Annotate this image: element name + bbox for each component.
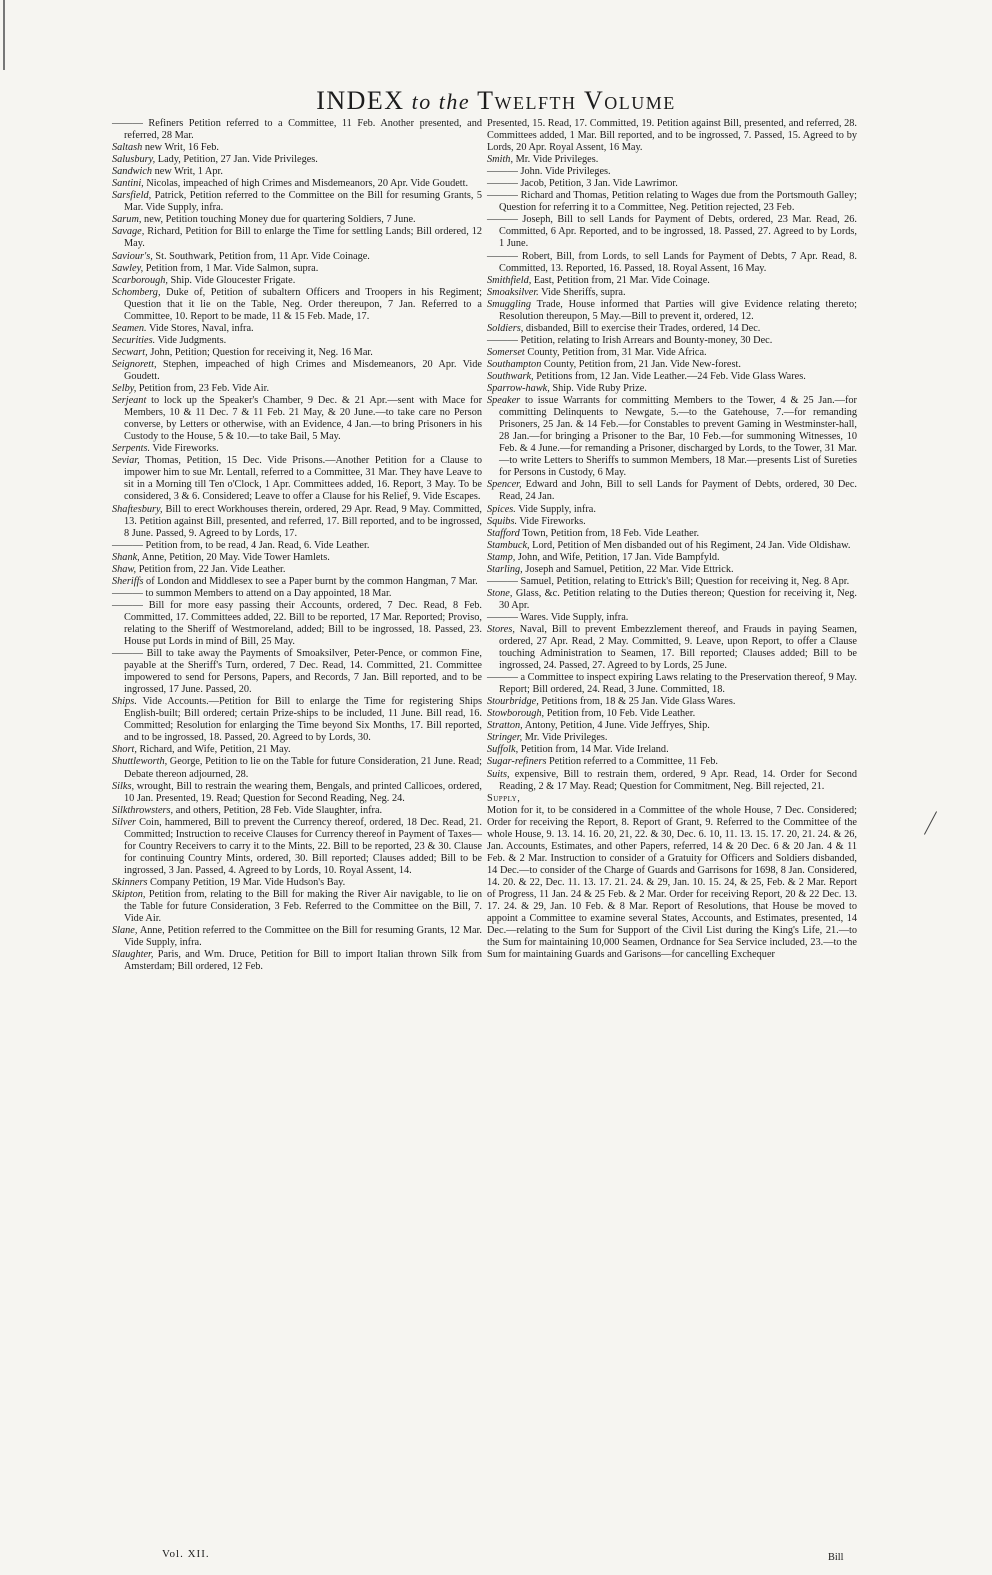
entry-headword: Salusbury,	[112, 154, 156, 166]
entry-headword: Sparrow-hawk,	[487, 383, 550, 395]
index-entry	[487, 154, 857, 166]
index-entry	[487, 371, 857, 383]
entry-text: St. Southwark, Petition from, 11 Apr. Vide Coinage.	[152, 250, 370, 262]
index-entry	[112, 263, 482, 275]
index-entry	[112, 275, 482, 287]
entry-text: East, Petition from, 21 Mar. Vide Coinage.	[531, 274, 710, 286]
index-entry	[112, 564, 482, 576]
index-entry	[112, 359, 482, 383]
index-entry	[112, 817, 482, 877]
entry-text: Mr. Vide Privileges.	[522, 732, 608, 744]
index-entry	[487, 166, 857, 178]
index-entry	[487, 347, 857, 359]
entry-text: new Writ, 16 Feb.	[142, 142, 219, 154]
entry-headword: Suits,	[487, 768, 510, 780]
index-entry	[112, 877, 482, 889]
entry-headword: Slane,	[112, 925, 138, 937]
index-entry	[112, 552, 482, 564]
entry-text: ——— Wares. Vide Supply, infra.	[487, 611, 629, 623]
entry-headword: Speaker	[487, 395, 521, 407]
entry-text: Ship. Vide Gloucester Frigate.	[167, 274, 296, 286]
index-entry	[487, 732, 857, 744]
entry-text: County, Petition from, 31 Mar. Vide Africa.	[524, 346, 707, 358]
entry-text: and others, Petition, 28 Feb. Vide Slaughter, infra.	[173, 804, 383, 816]
index-entry	[487, 214, 857, 250]
index-entry	[487, 178, 857, 190]
entry-headword: Stores,	[487, 623, 515, 635]
entry-headword: Seamen.	[112, 322, 147, 334]
entry-text: Petitions from, 18 & 25 Jan. Vide Glass Wares.	[538, 696, 736, 708]
entry-headword: Schomberg,	[112, 286, 161, 298]
title-prefix: INDEX	[316, 86, 405, 115]
index-entry	[112, 455, 482, 503]
entry-text: Petition referred to a Committee, 11 Feb.	[546, 756, 718, 768]
entry-text: Vide Fireworks.	[150, 443, 219, 455]
index-entry	[487, 323, 857, 335]
entry-text: ——— a Committee to inspect expiring Laws relating to the Preservation thereof, 9 May. Report; Bill ordered, 24. Read, 3 June. Committed, 18.	[487, 672, 857, 696]
entry-text: ——— to summon Members to attend on a Day appointed, 18 Mar.	[112, 587, 392, 599]
entry-text: John, and Wife, Petition, 17 Jan. Vide Bampfyld.	[515, 551, 720, 563]
entry-headword: Ships.	[112, 696, 137, 708]
entry-text: George, Petition to lie on the Table for future Consideration, 21 June. Read; Debate thereon adjourned, 28.	[124, 756, 482, 780]
entry-text: wrought, Bill to restrain the wearing them, Bengals, and printed Callicoes, ordered, 10 Jan. Presented, 19. Read; Question for Second Reading, Neg. 24.	[124, 780, 482, 804]
entry-text: Coin, hammered, Bill to prevent the Currency thereof, ordered, 18 Dec. Read, 21. Committed; Instruction to receive Clauses for Currency thereof in Payment of Taxes—for Country Receivers to carry it to the Mints, 22. Bill to be reported, 23 & 30. Clause for continuing Country Mints, ordered, 30. Bill reported; Clauses added; Bill to be ingrossed, 3 Jan. Passed, 4. Agreed to by Lords, 10. Royal Assent, 14.	[124, 816, 482, 876]
entry-headword: Serjeant	[112, 395, 147, 407]
title-suffix: Twelfth Volume	[477, 86, 676, 115]
index-entry	[112, 287, 482, 323]
index-entry	[487, 540, 857, 552]
index-entry	[112, 383, 482, 395]
entry-headword: Stratton,	[487, 720, 523, 732]
entry-text: ——— Petition from, to be read, 4 Jan. Read, 6. Vide Leather.	[112, 539, 370, 551]
entry-text: Stephen, impeached of high Crimes and Misdemeanors, 20 Apr. Vide Goudett.	[124, 358, 482, 382]
entry-text: Bill to erect Workhouses therein, ordered, 29 Apr. Read, 9 May. Committed, 13. Petition against Bill, presented, and referred, 17. Bill reported, and to be ingrossed, 8 June. Passed, 9. Agreed to by Lords, 17.	[124, 503, 482, 539]
entry-headword: Shaw,	[112, 563, 137, 575]
entry-headword: Skipton,	[112, 889, 146, 900]
entry-text: Petition from, 10 Feb. Vide Leather.	[544, 708, 696, 720]
title-middle: to the	[411, 89, 471, 114]
entry-text: Anne, Petition referred to the Committee on the Bill for resuming Grants, 12 Mar. Vide Supply, infra.	[124, 925, 482, 949]
entry-text: new, Petition touching Money due for quartering Soldiers, 7 June.	[141, 214, 416, 226]
index-entry	[112, 696, 482, 744]
entry-headword: Suffolk,	[487, 744, 519, 756]
entry-headword: Smith,	[487, 154, 514, 166]
entry-headword: Silks,	[112, 780, 135, 792]
margin-pencil-mark	[924, 811, 937, 834]
index-entry	[112, 576, 482, 588]
index-entry	[487, 118, 857, 154]
entry-text: Vide Fireworks.	[517, 515, 586, 527]
index-column-left	[112, 118, 482, 973]
entry-headword: Starling,	[487, 563, 523, 575]
entry-headword: Saviour's,	[112, 250, 153, 262]
index-entry	[487, 576, 857, 588]
index-entry	[112, 118, 482, 142]
entry-text: ——— Petition, relating to Irish Arrears and Bounty-money, 30 Dec.	[487, 334, 773, 346]
entry-text: Mr. Vide Privileges.	[513, 154, 599, 166]
index-entry	[487, 744, 857, 756]
index-entry	[112, 166, 482, 178]
entry-headword: Sawley,	[112, 262, 144, 274]
index-entry	[487, 564, 857, 576]
index-entry	[112, 781, 482, 805]
entry-headword: Serpents.	[112, 443, 151, 455]
index-entry	[112, 805, 482, 817]
entry-headword: Short,	[112, 744, 137, 756]
entry-text: expensive, Bill to restrain them, ordered, 9 Apr. Read, 14. Order for Second Reading, 2 & 17 May. Read; Question for Commitment, Neg. Bill rejected, 21.	[499, 768, 857, 792]
entry-headword: Savage,	[112, 226, 145, 238]
index-entry	[487, 479, 857, 503]
index-column-right	[487, 118, 857, 961]
entry-text: Patrick, Petition referred to the Committee on the Bill for resuming Grants, 5 Mar. Vide Supply, infra.	[124, 190, 482, 214]
entry-headword: Soldiers,	[487, 322, 524, 334]
entry-text: Petition from, 14 Mar. Vide Ireland.	[518, 744, 669, 756]
index-entry	[487, 504, 857, 516]
index-entry	[487, 708, 857, 720]
page-title	[0, 86, 992, 116]
index-entry	[487, 528, 857, 540]
entry-text: ——— John. Vide Privileges.	[487, 166, 611, 178]
entry-headword: Southampton	[487, 358, 542, 370]
index-entry	[112, 648, 482, 696]
entry-headword: Somerset	[487, 346, 525, 358]
entry-text: Antony, Petition, 4 June. Vide Jeffryes, Ship.	[522, 720, 710, 732]
index-entry	[112, 251, 482, 263]
index-entry	[487, 756, 857, 768]
entry-text: Vide Accounts.—Petition for Bill to enlarge the Time for registering Ships English-built; Bill ordered; certain Prize-ships to be included, 11 June. Bill read, 16. Committed; Resolution for enlarging the Time beyond Six Months, 17. Bill reported, and to be ingrossed, 18. Passed, 20. Agreed to by Lords, 30.	[124, 696, 482, 744]
index-entry	[112, 756, 482, 780]
entry-headword: Secwart,	[112, 346, 148, 358]
index-entry	[112, 540, 482, 552]
entry-headword: Securities.	[112, 334, 156, 346]
entry-text: Nicolas, impeached of high Crimes and Misdemeanors, 20 Apr. Vide Goudett.	[143, 178, 469, 190]
index-entry	[112, 588, 482, 600]
index-entry	[112, 925, 482, 949]
index-entry	[487, 696, 857, 708]
entry-text: ——— Robert, Bill, from Lords, to sell Lands for Payment of Debts, 7 Apr. Read, 8. Committed, 13. Reported, 16. Passed, 18. Royal Assent, 16 May.	[487, 250, 857, 274]
index-entry	[487, 335, 857, 347]
entry-text: Naval, Bill to prevent Embezzlement thereof, and Frauds in paying Seamen, ordered, 27 Apr. Read, 2 May. Committed, 9. Leave, upon Report, to offer a Clause touching Administration to Seamen, 17. Bill reported; Clauses added; Bill to be ingrossed, 24. Passed, 27. Agreed to by Lords, 25 June.	[499, 623, 857, 672]
index-entry	[112, 347, 482, 359]
entry-text: Edward and John, Bill to sell Lands for Payment of Debts, ordered, 30 Dec. Read, 24 Jan.	[499, 479, 857, 503]
entry-text: Vide Sheriffs, supra.	[538, 286, 626, 298]
entry-headword: Silver	[112, 816, 137, 828]
entry-headword: Silkthrowsters,	[112, 804, 174, 816]
index-entry	[112, 226, 482, 250]
entry-headword: Skinners	[112, 876, 148, 888]
entry-text: Petition from, relating to the Bill for making the River Air navigable, to lie on the Table for future Consideration, 3 Feb. Referred to the Committee on the Bill, 7. Vide Air.	[124, 889, 482, 925]
entry-headword: Shuttleworth,	[112, 756, 168, 768]
index-entry	[112, 178, 482, 190]
entry-text: John, Petition; Question for receiving it, Neg. 16 Mar.	[147, 346, 373, 358]
index-entry	[112, 154, 482, 166]
index-entry	[112, 395, 482, 443]
index-entry	[112, 142, 482, 154]
entry-text: County, Petition from, 21 Jan. Vide New-forest.	[541, 358, 741, 370]
entry-headword: Smuggling	[487, 298, 532, 310]
entry-text: Richard, Petition for Bill to enlarge the Time for settling Lands; Bill ordered, 12 May.	[124, 226, 482, 250]
index-entry	[112, 443, 482, 455]
entry-headword: Stafford	[487, 527, 520, 539]
index-entry	[112, 214, 482, 226]
entry-text: to issue Warrants for committing Members to the Tower, 4 & 25 Jan.—for committing Delinquents to Newgate, 5.—to the Gatehouse, 7.—for remanding Prisoners, 25 Jan. & 14 Feb.—for Constables to prevent Gaming in Westminster-hall, 28 Jan.—for bringing a Prisoner to the Bar, 10 Feb.—for summoning Witnesses, 10 Feb. & 4 June.—for remanding a Prisoner, discharged by Lords, to the Tower, 31 Mar.—to write Letters to Sheriffs to summon Members, 18 Mar.—presents List of Sureties for Persons in Custody, 6 May.	[499, 395, 857, 479]
entry-text: Anne, Petition, 20 May. Vide Tower Hamlets.	[139, 551, 330, 563]
index-entry	[487, 190, 857, 214]
index-entry	[487, 287, 857, 299]
entry-text: ——— Joseph, Bill to sell Lands for Payment of Debts, ordered, 23 Mar. Read, 26. Committed, 6 Apr. Reported, and to be ingrossed, 18. Passed, 27. Agreed to by Lords, 1 June.	[487, 214, 857, 250]
entry-text: Lady, Petition, 27 Jan. Vide Privileges.	[155, 154, 318, 166]
entry-text: ——— Jacob, Petition, 3 Jan. Vide Lawrimor.	[487, 178, 678, 190]
entry-text: Thomas, Petition, 15 Dec. Vide Prisons.—Another Petition for a Clause to impower him to sue Mr. Lentall, referred to a Committee, 31 Mar. They have Leave to sit in a Morning till Ten o'Clock, 1 Apr. Committees added, 16. Report, 3 May. To be considered, 3 & 6. Considered; Leave to offer a Clause for his Relief, 9. Vide Escapes.	[124, 455, 482, 503]
index-entry	[487, 383, 857, 395]
index-entry	[112, 744, 482, 756]
index-entry	[487, 395, 857, 479]
entry-headword: Stambuck,	[487, 539, 530, 551]
entry-headword: Stone,	[487, 587, 513, 599]
index-entry	[487, 624, 857, 672]
entry-headword: Smithfield,	[487, 274, 532, 286]
entry-headword: Stamp,	[487, 551, 516, 563]
index-entry	[112, 504, 482, 540]
entry-text: Paris, and Wm. Druce, Petition for Bill to import Italian thrown Silk from Amsterdam; Bill ordered, 12 Feb.	[124, 949, 482, 973]
index-entry	[487, 251, 857, 275]
index-entry	[487, 299, 857, 323]
entry-text: disbanded, Bill to exercise their Trades, ordered, 14 Dec.	[523, 322, 761, 334]
entry-text: Richard, and Wife, Petition, 21 May.	[136, 744, 291, 756]
entry-text: Presented, 15. Read, 17. Committed, 19. Petition against Bill, presented, and referred, 28. Committees added, 1 Mar. Bill reported, and to be ingrossed, 7. Passed, 15. Agreed to by Lords, 20 Apr. Royal Assent, 16 May.	[487, 118, 857, 154]
entry-text: Supply,	[487, 792, 521, 804]
entry-headword: Shaftesbury,	[112, 503, 163, 515]
index-entry	[487, 552, 857, 564]
entry-text: Town, Petition from, 18 Feb. Vide Leather.	[519, 527, 700, 539]
entry-text: Petition from, 22 Jan. Vide Leather.	[136, 563, 286, 575]
entry-headword: Stowborough,	[487, 708, 545, 720]
entry-text: ——— Refiners Petition referred to a Committee, 11 Feb. Another presented, and referred, 28 Mar.	[112, 118, 482, 142]
entry-headword: Sheriffs	[112, 575, 144, 587]
entry-headword: Santini,	[112, 178, 144, 190]
entry-headword: Shank,	[112, 551, 140, 563]
entry-text: Lord, Petition of Men disbanded out of his Regiment, 24 Jan. Vide Oldishaw.	[529, 539, 851, 551]
entry-headword: Southwark,	[487, 370, 534, 382]
entry-text: Petitions from, 12 Jan. Vide Leather.—24 Feb. Vide Glass Wares.	[533, 370, 806, 382]
catchword: Bill	[828, 1552, 844, 1563]
index-entry	[487, 359, 857, 371]
entry-headword: Seviar,	[112, 455, 140, 467]
index-entry	[487, 516, 857, 528]
entry-text: Petition from, 23 Feb. Vide Air.	[136, 383, 270, 395]
entry-headword: Sarum,	[112, 214, 142, 226]
entry-headword: Sarsfield,	[112, 190, 152, 202]
entry-headword: Selby,	[112, 383, 137, 395]
entry-text: ——— Richard and Thomas, Petition relating to Wages due from the Portsmouth Galley; Question for referring it to a Committee, Neg. Petition rejected, 23 Feb.	[487, 190, 857, 214]
index-entry	[487, 720, 857, 732]
entry-text: Vide Supply, infra.	[515, 503, 596, 515]
index-entry	[487, 588, 857, 612]
entry-text: Petition from, 1 Mar. Vide Salmon, supra.	[143, 262, 319, 274]
index-entry	[487, 793, 857, 805]
entry-headword: Sugar-refiners	[487, 756, 547, 768]
entry-text: to lock up the Speaker's Chamber, 9 Dec. & 21 Apr.—sent with Mace for Members, 10 & 11 Dec. 7 & 11 Feb. 21 May, & 20 June.—to take care no Person converse, by Letters or otherwise, with an Evidence, 4 Jan.—to bring Prisoners in his Custody to the House, 5 & 10.—to take Bail, 5 May.	[124, 395, 482, 443]
entry-headword: Spencer,	[487, 479, 522, 491]
entry-text: Ship. Vide Ruby Prize.	[549, 383, 647, 395]
page-edge-mark	[3, 0, 5, 70]
entry-text: Glass, &c. Petition relating to the Duties thereon; Question for receiving it, Neg. 30 Apr.	[499, 587, 857, 611]
entry-text: new Writ, 1 Apr.	[152, 166, 223, 178]
entry-text: Motion for it, to be considered in a Committee of the whole House, 7 Dec. Considered; Order for receiving the Report, 8. Report of Grant, 9. Referred to the Committee of the whole House, 9. 13. 14. 16. 20, 21, 22. & 30, Dec. 6. 10, 11. 13. 15. 17. 20, 21. 24. & 26, Jan. Accounts, Estimates, and other Papers, referred, 14 & 20 Dec. 6 & 20 Jan. 4 & 11 Feb. & 2 Mar. Instruction to consider of a Gratuity for Officers and Soldiers disbanded, 14 Dec.—to consider of the Charge of Guards and Garrisons for 1698, 8 Jan. Considered, 14. 20. & 22, Dec. 11. 13. 17. 21. 24. & 29, Jan. 10. 15. 24, & 25, Feb. & 2 Mar. Report of Progress, 11 Jan. 24 & 25 Feb. & 2 Mar. Order for receiving Report, 20 & 22 Dec. 13. 17. 24. & 29, Jan. 10 Feb. & 8 Mar. Report of Resolutions, that House be moved to appoint a Committee to examine several States, Accounts, and Estimates, presented, 14 Dec.—relating to the Sum for Support of the Civil List during the King's Life, 21.—to the Sum for maintaining 10,000 Seamen, Ordnance for Sea Service included, 23.—to the Sum for maintaining Guards and Garisons—for cancelling Exchequer	[487, 804, 857, 961]
index-entry	[487, 612, 857, 624]
entry-headword: Slaughter,	[112, 949, 154, 961]
entry-text: of London and Middlesex to see a Paper burnt by the common Hangman, 7 Mar.	[143, 575, 478, 587]
entry-text: Trade, House informed that Parties will give Evidence relating thereto; Resolution thereupon, 5 May.—Bill to prevent it, ordered, 12.	[499, 298, 857, 322]
entry-headword: Smoaksilver.	[487, 286, 539, 298]
entry-headword: Spices.	[487, 503, 516, 515]
entry-headword: Seignorett,	[112, 358, 157, 370]
index-entry	[112, 949, 482, 973]
entry-headword: Squibs.	[487, 515, 518, 527]
index-entry	[112, 889, 482, 925]
entry-headword: Stourbridge,	[487, 696, 539, 708]
entry-text: Duke of, Petition of subaltern Officers and Troopers in his Regiment; Question that it lie on the Table, Neg. Order thereupon, 7 Jan. Referred to a Committee, 10. Report to be made, 11 & 15 Feb. Made, 17.	[124, 286, 482, 322]
entry-text: Joseph and Samuel, Petition, 22 Mar. Vide Ettrick.	[522, 563, 734, 575]
entry-headword: Sandwich	[112, 166, 153, 178]
entry-text: ——— Bill to take away the Payments of Smoaksilver, Peter-Pence, or common Fine, payable at the Sheriff's Turn, ordered, 7 Dec. Read, 14. Committed, 21. Committee impowered to send for Persons, Papers, and Records, 7 Jan. Bill reported, and to be ingrossed, 17 June. Passed, 20.	[112, 648, 482, 696]
entry-text: Vide Judgments.	[155, 334, 227, 346]
entry-headword: Stringer,	[487, 732, 523, 744]
index-entry	[487, 275, 857, 287]
index-entry	[487, 672, 857, 696]
entry-headword: Scarborough,	[112, 274, 168, 286]
volume-mark: Vol. XII.	[162, 1548, 210, 1560]
entry-text: ——— Bill for more easy passing their Accounts, ordered, 7 Dec. Read, 8 Feb. Committed, 17. Committees added, 22. Bill to be reported, 17 Mar. Reported; Proviso, relating to the Sheriff of Westmoreland, added; Bill to be ingrossed, 18. Passed, 23. House put Lords in mind of Bill, 25 May.	[112, 599, 482, 648]
index-entry	[112, 335, 482, 347]
index-entry	[487, 769, 857, 793]
index-entry	[487, 805, 857, 962]
entry-headword: Saltash	[112, 142, 143, 154]
index-entry	[112, 190, 482, 214]
entry-text: Vide Stores, Naval, infra.	[146, 322, 254, 334]
entry-text: ——— Samuel, Petition, relating to Ettrick's Bill; Question for receiving it, Neg. 8 Apr.	[487, 575, 850, 587]
index-entry	[112, 323, 482, 335]
index-entry	[112, 600, 482, 648]
entry-text: Company Petition, 19 Mar. Vide Hudson's Bay.	[147, 876, 346, 888]
